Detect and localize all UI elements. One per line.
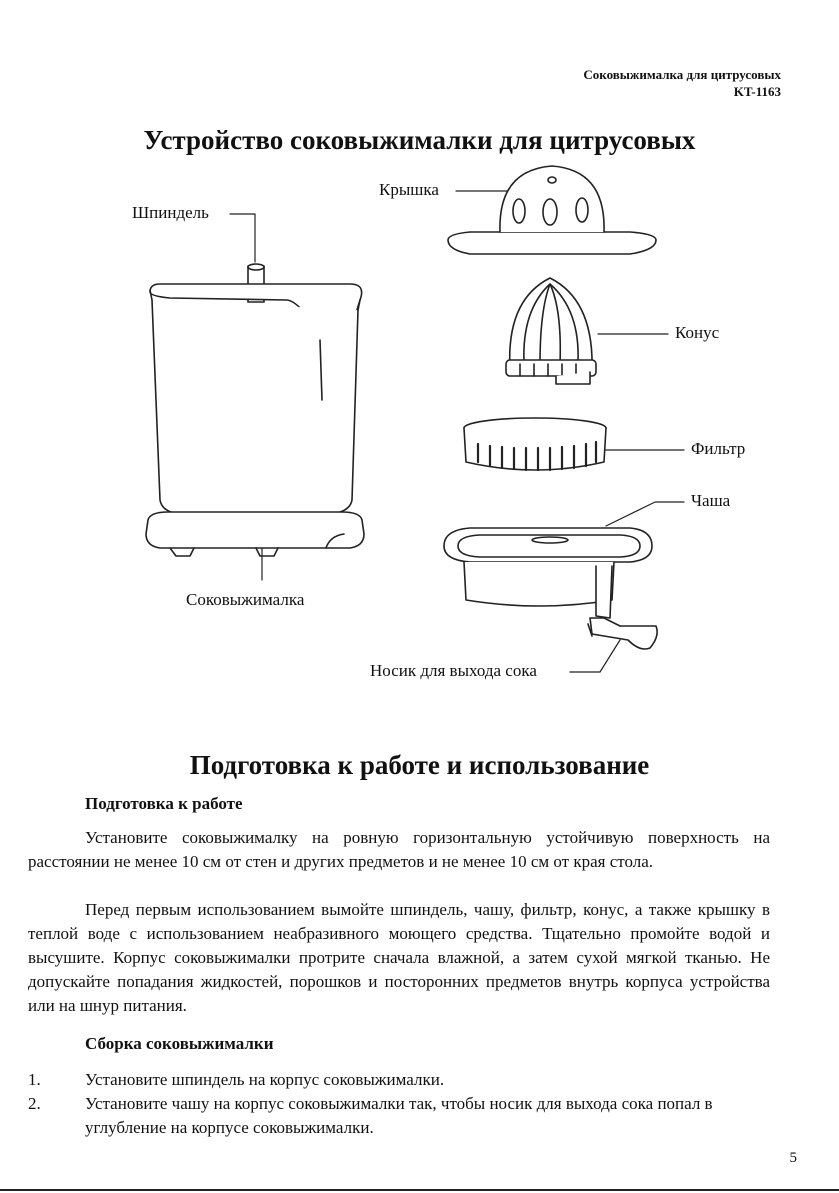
step-number: 1. bbox=[28, 1070, 41, 1089]
juicer-body-drawing bbox=[146, 264, 364, 556]
list-item bbox=[28, 1068, 770, 1092]
label-spout: Носик для выхода сока bbox=[370, 661, 537, 680]
step-number: 2. bbox=[28, 1094, 41, 1113]
label-lid: Крышка bbox=[379, 180, 439, 199]
label-cone: Конус bbox=[675, 323, 720, 342]
filter-drawing bbox=[464, 418, 606, 470]
leader-spout bbox=[570, 640, 620, 672]
subheading-assembly: Сборка соковыжималки bbox=[85, 1034, 274, 1053]
bowl-drawing bbox=[444, 528, 657, 649]
section-title-preparation: Подготовка к работе и использование bbox=[189, 750, 650, 780]
step-text: Установите шпиндель на корпус соковыжималки. bbox=[85, 1070, 445, 1089]
label-spindle: Шпиндель bbox=[132, 203, 209, 222]
label-filter: Фильтр bbox=[691, 439, 746, 458]
assembly-steps-list bbox=[28, 1068, 770, 1140]
header-product-line: Соковыжималка для цитрусовых bbox=[583, 67, 781, 82]
step-text: Установите чашу на корпус соковыжималки так, чтобы носик для выхода сока попал в углубление на корпусе соковыжималки. bbox=[85, 1094, 713, 1137]
list-item bbox=[28, 1092, 770, 1140]
bottom-divider bbox=[0, 1189, 839, 1191]
subheading-preparation: Подготовка к работе bbox=[85, 794, 243, 813]
paragraph-placement: Установите соковыжималку на ровную горизонтальную устойчивую поверхность на расстоянии не менее 10 см от стен и других предметов и не менее 10 см от края стола. bbox=[28, 828, 770, 871]
label-bowl: Чаша bbox=[691, 491, 731, 510]
leader-bowl bbox=[606, 502, 684, 526]
leader-spindle bbox=[230, 214, 255, 262]
header-model-number: KT-1163 bbox=[733, 84, 781, 99]
cone-drawing bbox=[506, 278, 596, 384]
section-title-device: Устройство соковыжималки для цитрусовых bbox=[143, 125, 696, 155]
lid-drawing bbox=[448, 166, 656, 254]
paragraph-cleaning: Перед первым использованием вымойте шпиндель, чашу, фильтр, конус, а также крышку в теплой воде с использованием неабразивного моющего средства. Тщательно промойте водой и высушите. Корпус соковыжималки протрите сначала влажной, а затем сухой мягкой тканью. Не допускайте попадания жидкостей, порошков и посторонних предметов внутрь корпуса устройства или на шнур питания. bbox=[28, 900, 770, 1015]
page-number: 5 bbox=[789, 1150, 797, 1166]
label-body: Соковыжималка bbox=[186, 590, 305, 609]
